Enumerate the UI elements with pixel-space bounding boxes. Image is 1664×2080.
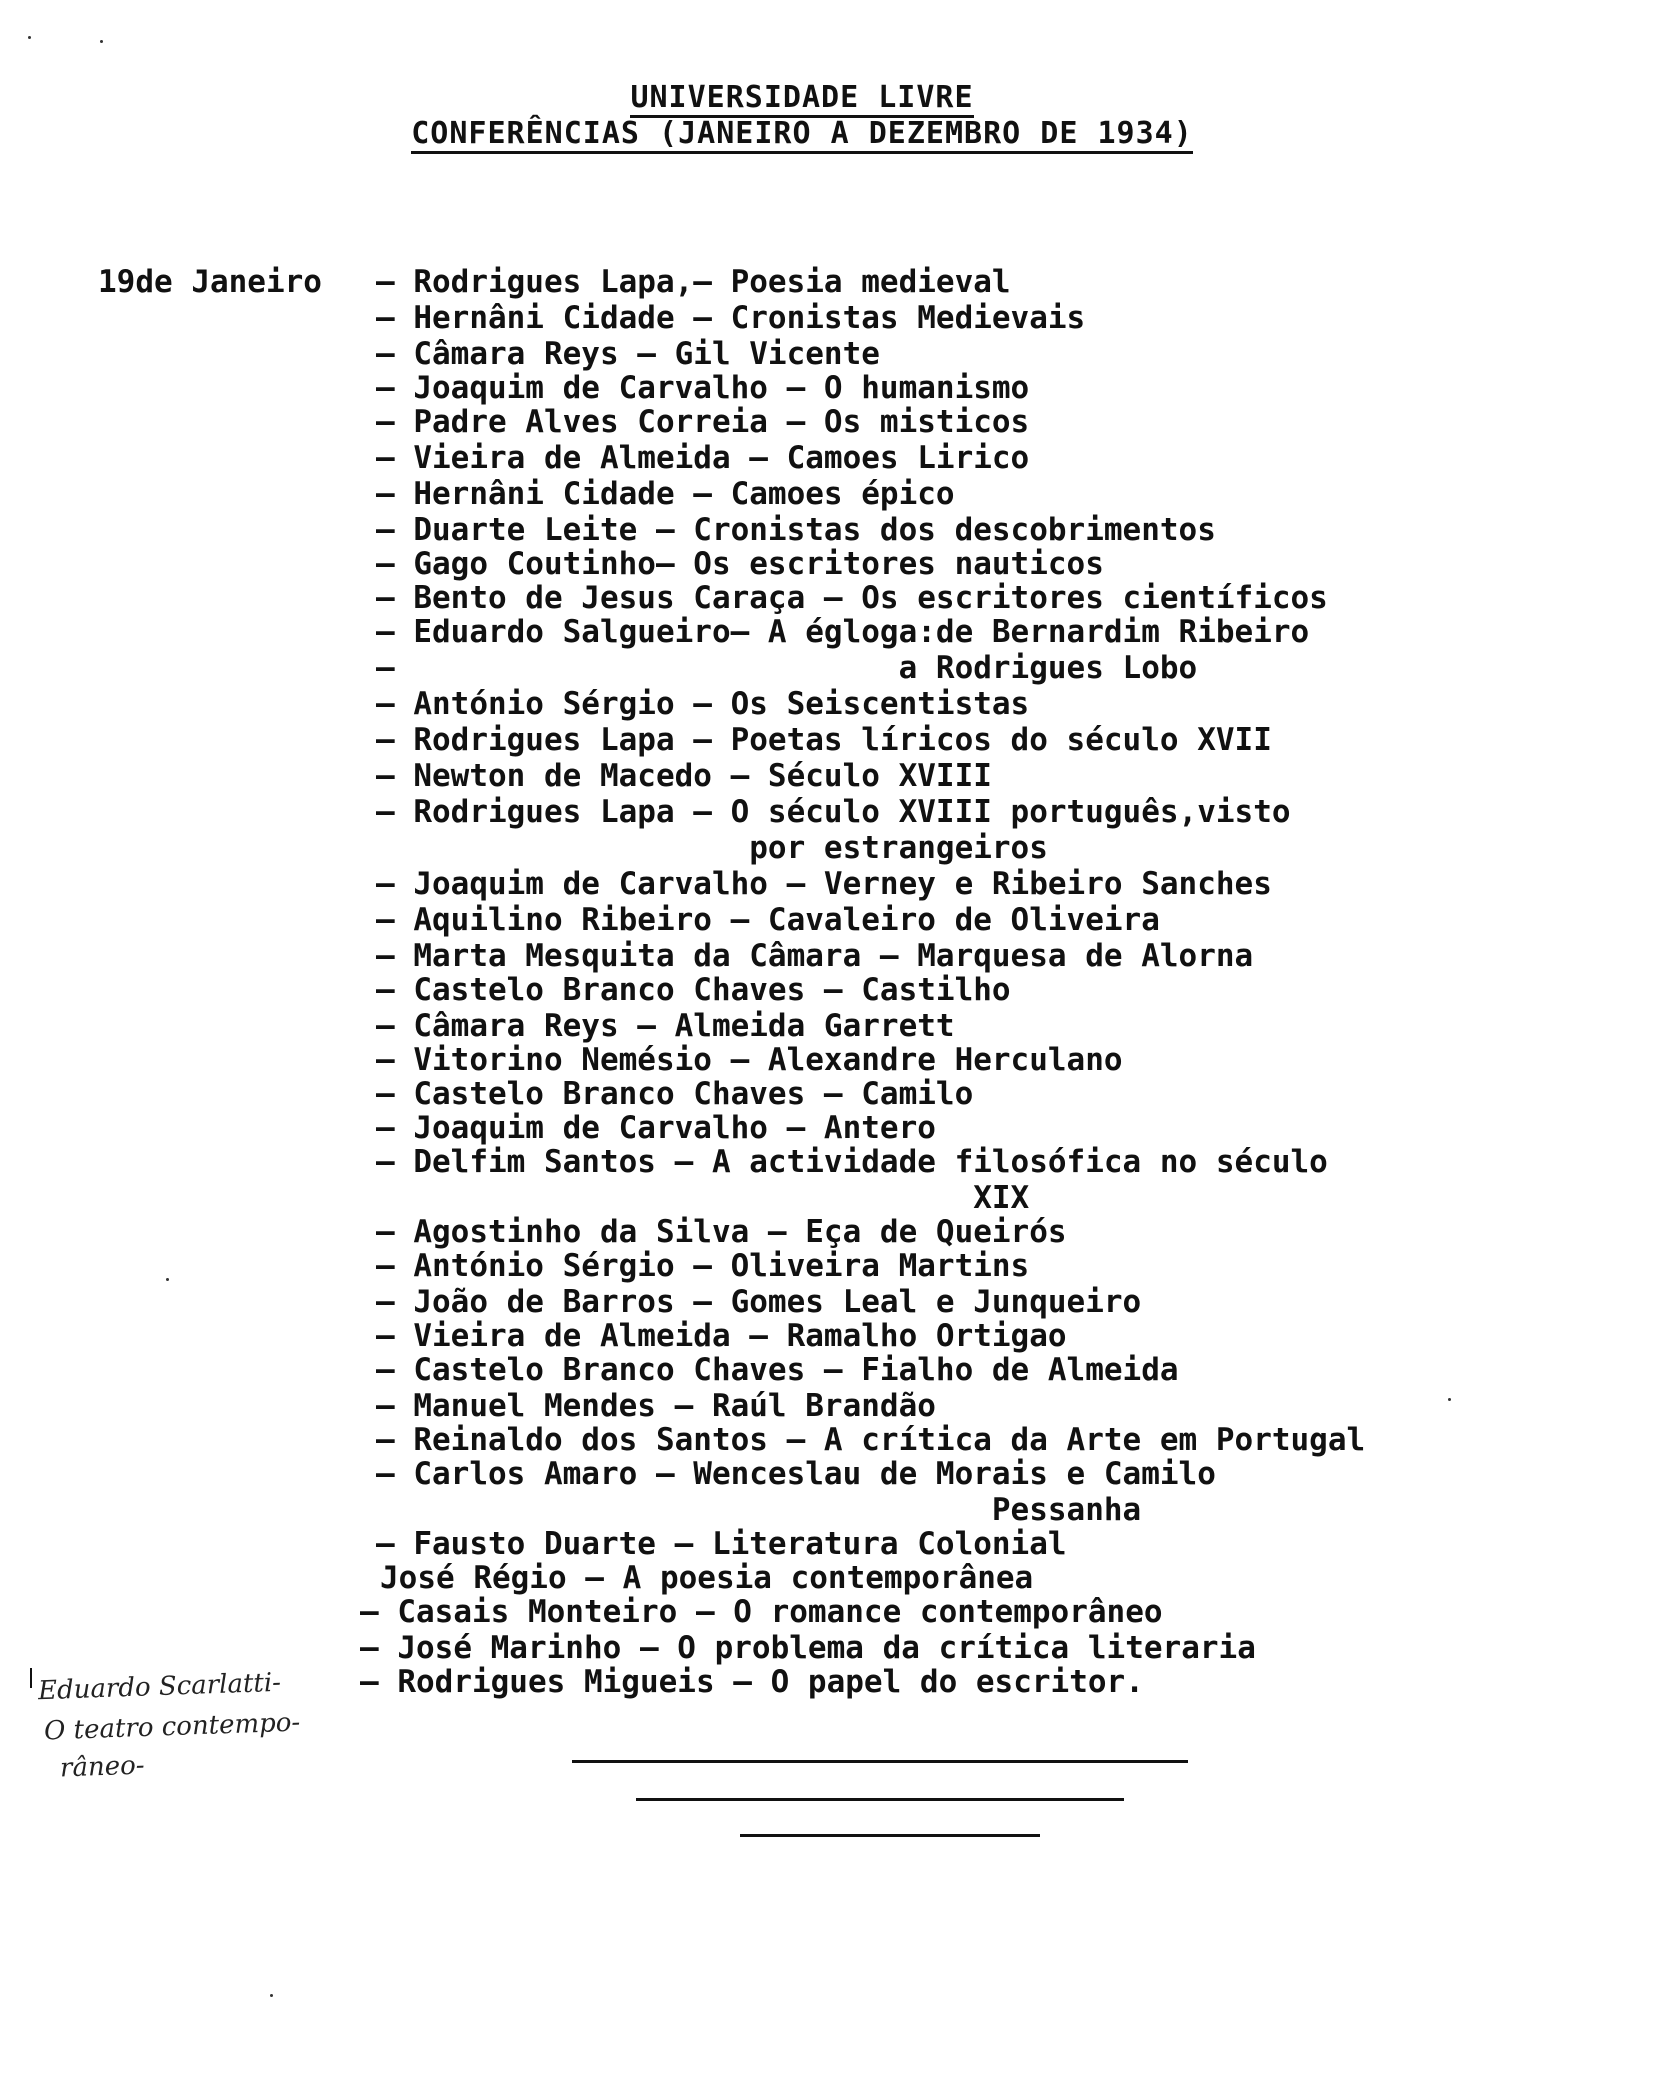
- lecture-entry: por estrangeiros: [376, 830, 1048, 866]
- lecture-entry: José Régio – A poesia contemporânea: [380, 1560, 1034, 1596]
- handwritten-bracket: [30, 1668, 32, 1688]
- lecture-entry: – Bento de Jesus Caraça – Os escritores científicos: [376, 580, 1328, 616]
- scan-speck: [100, 40, 103, 43]
- lecture-entry: – Newton de Macedo – Século XVIII: [376, 758, 992, 794]
- lecture-entry: – Joaquim de Carvalho – Antero: [376, 1110, 936, 1146]
- lecture-entry: – Hernâni Cidade – Camoes épico: [376, 476, 955, 512]
- handwritten-note-line: Eduardo Scarlatti-: [37, 1667, 282, 1707]
- lecture-entry: – Castelo Branco Chaves – Fialho de Almeida: [376, 1352, 1179, 1388]
- lecture-entry: – Manuel Mendes – Raúl Brandão: [376, 1388, 936, 1424]
- lecture-entry: – António Sérgio – Oliveira Martins: [376, 1248, 1030, 1284]
- lecture-entry: – Delfim Santos – A actividade filosófica no século: [376, 1144, 1328, 1180]
- lecture-entry: – Gago Coutinho– Os escritores nauticos: [376, 546, 1104, 582]
- scan-speck: [28, 36, 31, 39]
- lecture-entry: – Carlos Amaro – Wenceslau de Morais e Camilo: [376, 1456, 1216, 1492]
- handwritten-note-line: O teatro contempo-: [43, 1707, 301, 1747]
- lecture-entry: – Câmara Reys – Gil Vicente: [376, 336, 880, 372]
- lecture-entry: – a Rodrigues Lobo: [376, 650, 1198, 686]
- lecture-entry: – Reinaldo dos Santos – A crítica da Arte em Portugal: [376, 1422, 1366, 1458]
- lecture-entry: – Câmara Reys – Almeida Garrett: [376, 1008, 955, 1044]
- lecture-entry: – Vitorino Nemésio – Alexandre Herculano: [376, 1042, 1123, 1078]
- lecture-entry: – Eduardo Salgueiro– A égloga:de Bernardim Ribeiro: [376, 614, 1310, 650]
- lecture-entry: – Rodrigues Lapa – O século XVIII português,visto: [376, 794, 1291, 830]
- document-title: UNIVERSIDADE LIVRE: [0, 80, 1634, 115]
- date-label: 19de Janeiro: [98, 264, 322, 300]
- lecture-entry: – Padre Alves Correia – Os misticos: [376, 404, 1030, 440]
- lecture-entry: Pessanha: [376, 1492, 1142, 1528]
- lecture-entry: – Vieira de Almeida – Camoes Lirico: [376, 440, 1030, 476]
- lecture-entry: – José Marinho – O problema da crítica literaria: [360, 1630, 1256, 1666]
- lecture-entry: – Duarte Leite – Cronistas dos descobrimentos: [376, 512, 1216, 548]
- lecture-entry: – Joaquim de Carvalho – O humanismo: [376, 370, 1030, 406]
- closing-rule: [740, 1834, 1040, 1837]
- lecture-entry: – Joaquim de Carvalho – Verney e Ribeiro Sanches: [376, 866, 1272, 902]
- lecture-entry: – Agostinho da Silva – Eça de Queirós: [376, 1214, 1067, 1250]
- scan-speck: [1448, 1398, 1451, 1401]
- lecture-entry: – Marta Mesquita da Câmara – Marquesa de Alorna: [376, 938, 1254, 974]
- lecture-entry: – Hernâni Cidade – Cronistas Medievais: [376, 300, 1086, 336]
- lecture-entry: – Aquilino Ribeiro – Cavaleiro de Oliveira: [376, 902, 1160, 938]
- lecture-entry: – Fausto Duarte – Literatura Colonial: [376, 1526, 1067, 1562]
- lecture-entry: – Rodrigues Lapa,– Poesia medieval: [376, 264, 1011, 300]
- lecture-entry: – Casais Monteiro – O romance contemporâneo: [360, 1594, 1163, 1630]
- handwritten-note-line: râneo-: [59, 1750, 145, 1784]
- lecture-entry: – Castelo Branco Chaves – Camilo: [376, 1076, 974, 1112]
- scan-speck: [166, 1278, 169, 1281]
- closing-rule: [636, 1798, 1124, 1801]
- lecture-entry: – Rodrigues Migueis – O papel do escritor.: [360, 1664, 1144, 1700]
- lecture-entry: – Vieira de Almeida – Ramalho Ortigao: [376, 1318, 1067, 1354]
- scan-speck: [270, 1994, 273, 1997]
- closing-rule: [572, 1760, 1188, 1763]
- lecture-entry: – Castelo Branco Chaves – Castilho: [376, 972, 1011, 1008]
- lecture-entry: XIX: [376, 1180, 1030, 1216]
- lecture-entry: – João de Barros – Gomes Leal e Junqueiro: [376, 1284, 1142, 1320]
- lecture-entry: – António Sérgio – Os Seiscentistas: [376, 686, 1030, 722]
- document-subtitle: CONFERÊNCIAS (JANEIRO A DEZEMBRO DE 1934): [0, 116, 1634, 151]
- lecture-entry: – Rodrigues Lapa – Poetas líricos do século XVII: [376, 722, 1272, 758]
